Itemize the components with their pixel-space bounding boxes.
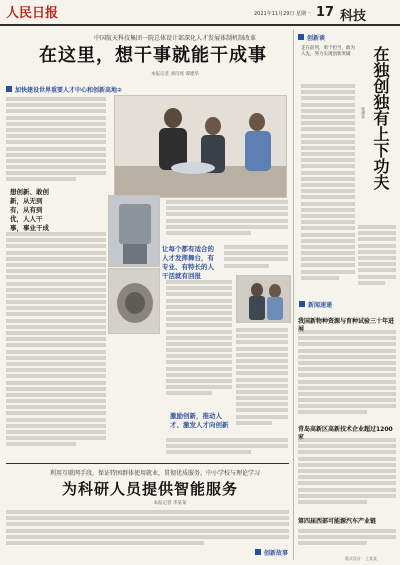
sidebar-tag <box>298 33 396 43</box>
news-text <box>298 330 396 420</box>
body-text <box>6 232 106 460</box>
body-text <box>166 438 288 460</box>
pullquote: 激励创新，推动人才、激发人才向创新 <box>170 412 229 429</box>
sidebar-intro: 走在前列，勇于担当，敢为人先，努力实现创新突破 <box>301 46 355 57</box>
section-name: 科技 <box>340 9 367 24</box>
lab-equipment-photo <box>109 196 160 267</box>
body-text <box>166 280 232 408</box>
innovation-story-tag-text: 创新故事 <box>264 550 289 557</box>
main-byline: 本报记者 刘诗瑶 谭建华 <box>151 72 199 77</box>
pullquote: 想创新、敢创新，从无到有，从有到优，人人干事，事业干成 <box>10 188 49 232</box>
section-marker-icon <box>6 86 12 92</box>
equipment-photo <box>108 268 160 334</box>
body-text <box>166 200 288 240</box>
machine-photo <box>109 269 160 334</box>
bottom-kicker: 利用互联网手段，保证特困群体使用就业，贯彻优质服务，中小学校与理论学习 <box>49 470 260 477</box>
section-marker-icon <box>299 301 305 307</box>
section-marker-icon <box>255 549 261 555</box>
news-headline: 我国新物种资源与育种试验三十年进 <box>298 318 395 325</box>
newspaper-logo: 人民日报 <box>6 6 59 21</box>
news-text <box>298 438 396 514</box>
news-headline: 青岛高新区高新技术企业超过1200 <box>298 426 393 433</box>
main-subtitle <box>6 85 281 94</box>
bottom-body-text <box>6 510 289 550</box>
sidebar-author: 张建华 <box>361 107 366 119</box>
page-number: 17 <box>316 5 335 20</box>
masthead <box>0 0 400 26</box>
body-text <box>224 245 288 273</box>
main-photo <box>114 95 287 198</box>
section-marker-icon <box>298 34 304 40</box>
main-subtitle-text: 加快建设世界重要人才中心和创新高地② <box>15 87 123 94</box>
sidebar-text <box>358 225 396 293</box>
issue-date: 2021年11月29日 星期一 <box>254 11 312 17</box>
sidebar-tag-text: 创新谈 <box>307 35 326 42</box>
column-divider <box>293 30 294 560</box>
people-at-work-photo <box>115 96 287 198</box>
section-divider <box>6 463 289 464</box>
main-kicker: 中国航天科技集团一院总体设计部深化人才发展体制机制改革 <box>93 35 256 42</box>
bottom-headline: 为科研人员提供智能服务 <box>61 480 238 498</box>
bottom-byline: 本报记者 李某某 <box>153 501 187 506</box>
main-headline: 在这里，想干事就能干成事 <box>39 45 267 66</box>
researchers-photo <box>237 276 291 323</box>
news-flash-tag <box>299 300 389 309</box>
footer-editor: 版式设计：王某某 <box>345 556 377 561</box>
innovation-story-tag <box>255 548 325 557</box>
body-text <box>236 328 288 436</box>
pullquote: 让每个都有适合的人才发挥舞台，有专业、有特长的人干活就有回报 <box>162 245 214 280</box>
lab-photo <box>108 195 160 267</box>
sidebar-text <box>301 84 355 294</box>
news-flash-tag-text: 新闻速递 <box>308 302 333 309</box>
body-text <box>6 97 106 185</box>
secondary-photo <box>236 275 291 323</box>
news-headline: 第四届西部可能源汽车产业链 <box>298 518 377 525</box>
sidebar-vertical-title: 在独创独有上下功夫 <box>371 46 390 190</box>
